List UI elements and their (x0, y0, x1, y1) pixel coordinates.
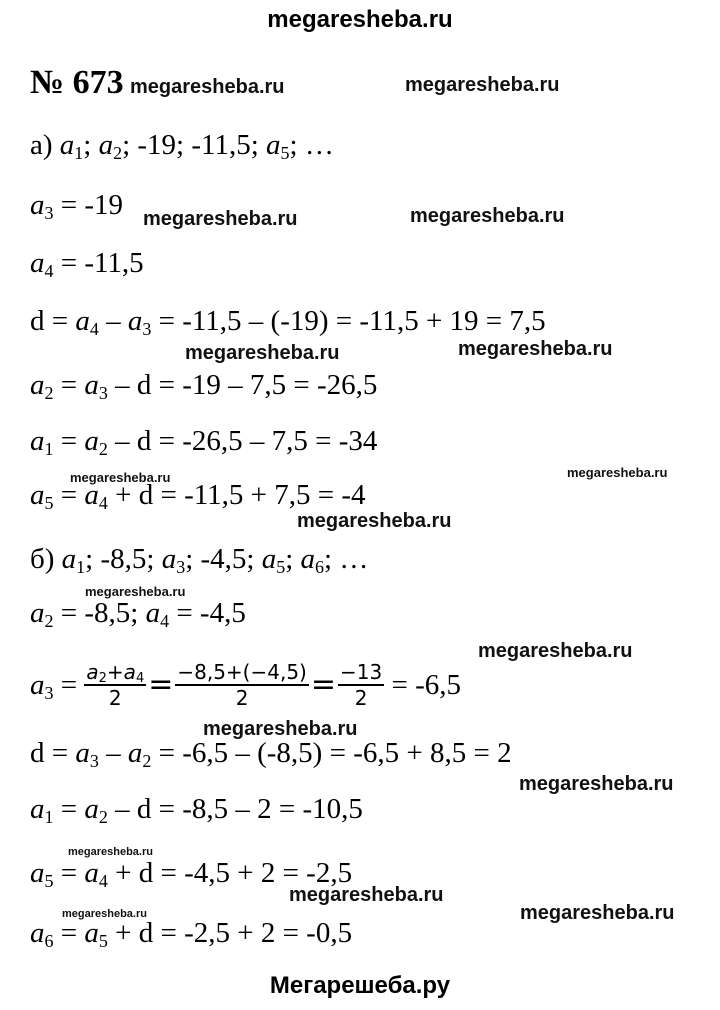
part-a-label: а) (30, 129, 53, 161)
part-a-line-a5: $a_5 = a_4 + d = -11,5 + 7,5 = -4$ (30, 479, 366, 513)
watermark-text: megaresheba.ru (203, 718, 358, 740)
header-site-name: megaresheba.ru (267, 6, 453, 33)
watermark-text: megaresheba.ru (85, 584, 186, 599)
part-a-line-a1: $a_1 = a_2 - d = -26,5 - 7,5 = -34$ (30, 425, 378, 459)
watermark-text: megaresheba.ru (297, 510, 452, 532)
watermark-text: megaresheba.ru (519, 773, 674, 795)
part-b-line-a3: $a_3$ = $\frac{a_2+a_4}{2}$ = $\frac{-8,5+(-4,5)}{2}$ = $\frac{-13}{2}$ = -6,5 (30, 660, 461, 710)
part-b-line-a6: $a_6 = a_5 + d = -2,5 + 2 = -0,5$ (30, 917, 353, 951)
part-a-line-a4: $a_4 = -11,5$ (30, 247, 144, 281)
watermark-text: megaresheba.ru (130, 76, 285, 98)
part-b-given: б) $a_1$; -8,5; $a_3$; -4,5; $a_5$; $a_6$; … (30, 543, 369, 577)
watermark-text: megaresheba.ru (143, 208, 298, 230)
footer-site-name: Мегарешеба.ру (269, 972, 451, 999)
watermark-text: megaresheba.ru (520, 902, 675, 924)
part-b-label: б) (30, 543, 55, 575)
part-b-line-a1: $a_1 = a_2 - d = -8,5 - 2 = -10,5$ (30, 793, 363, 827)
part-a-line-a2: $a_2 = a_3 - d = -19 - 7,5 = -26,5$ (30, 369, 378, 403)
watermark-text: megaresheba.ru (289, 884, 444, 906)
watermark-text: megaresheba.ru (68, 846, 153, 858)
fraction-a2-plus-a4: $\frac{a_2+a_4}{2}$ (86, 660, 145, 710)
watermark-text: megaresheba.ru (410, 205, 565, 227)
part-b-line-d: $d = a_3 - a_2 = -6,5 - (-8,5) = -6,5 + 8,5 = 2$ (30, 737, 512, 771)
watermark-text: megaresheba.ru (405, 74, 560, 96)
fraction-numeric-sum: $\frac{-8,5+(-4,5)}{2}$ (177, 660, 307, 710)
watermark-text: megaresheba.ru (567, 465, 668, 480)
fraction-minus-13: $\frac{-13}{2}$ (340, 660, 383, 710)
watermark-text: megaresheba.ru (185, 342, 340, 364)
part-a-given: а) $a_1$; $a_2$; -19; -11,5; $a_5$; … (30, 129, 334, 163)
watermark-text: megaresheba.ru (458, 338, 613, 360)
watermark-text: megaresheba.ru (70, 470, 171, 485)
part-a-line-d: $d = a_4 - a_3 = -11,5 - (-19) = -11,5 + 19 = 7,5$ (30, 305, 546, 339)
task-number: № 673 (30, 64, 124, 101)
a3-result: = -6,5 (391, 669, 461, 701)
part-a-line-a3: $a_3 = -19$ (30, 189, 124, 223)
part-b-line-given-vals: $a_2 = -8,5$; $a_4 = -4,5$ (30, 597, 246, 631)
part-b-line-a5: $a_5 = a_4 + d = -4,5 + 2 = -2,5$ (30, 857, 353, 891)
watermark-text: megaresheba.ru (478, 640, 633, 662)
watermark-text: megaresheba.ru (62, 908, 147, 920)
